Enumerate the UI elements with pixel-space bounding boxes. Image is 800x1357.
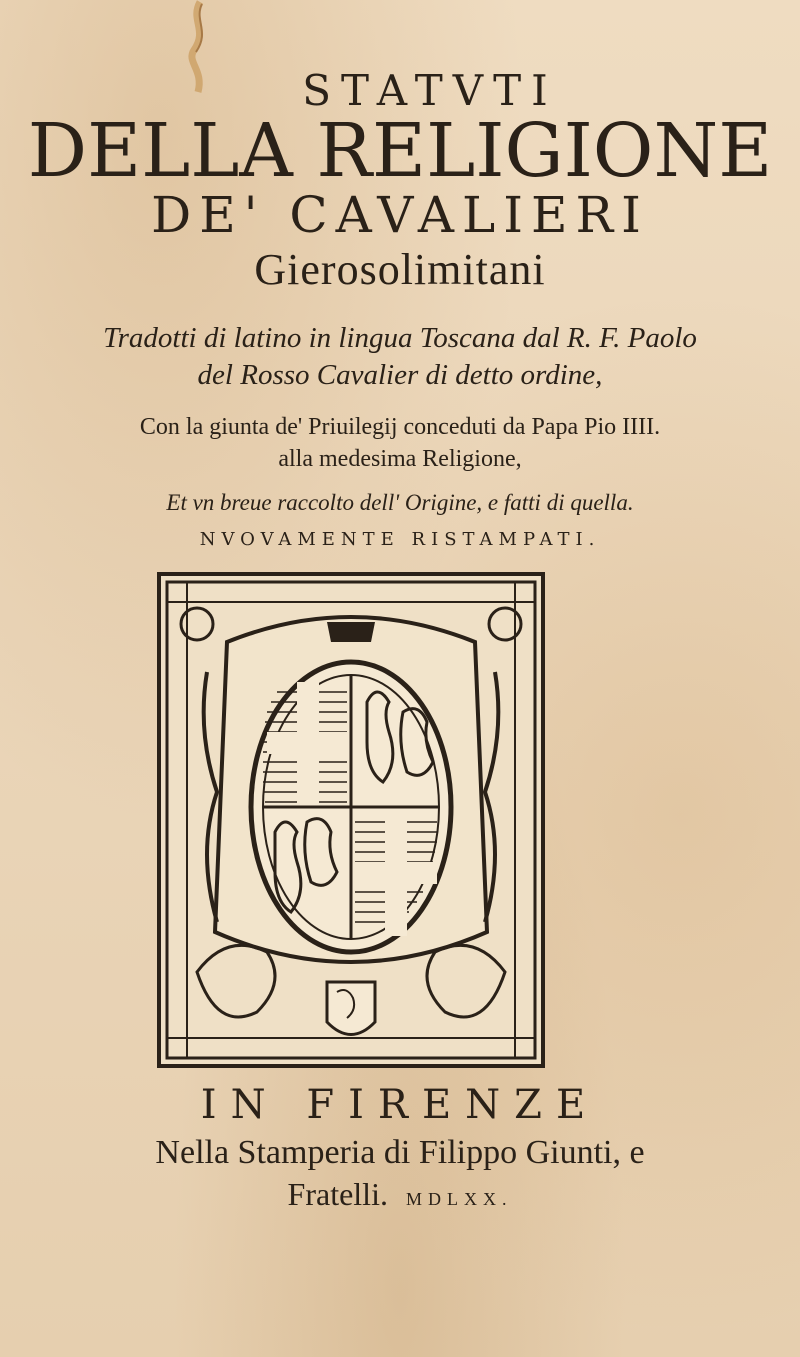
imprint-fratelli: Fratelli. (287, 1176, 388, 1212)
title-de-cavalieri: DE' CAVALIERI (151, 186, 649, 244)
reprinted-line: NVOVAMENTE RISTAMPATI. (199, 529, 601, 550)
title-statuti: STATVTI (302, 66, 558, 115)
title-della-religione: DELLA RELIGIONE (27, 108, 773, 194)
privileges-line-2: alla medesima Religione, (278, 446, 522, 472)
imprint-date-line (0, 1176, 800, 1213)
coat-of-arms-woodcut (157, 572, 545, 1068)
title-gierosolimitani: Gierosolimitani (254, 245, 546, 294)
imprint-city: IN FIRENZE (200, 1082, 600, 1128)
origin-line: Et vn breue raccolto dell' Origine, e fatti di quella. (166, 490, 634, 515)
translator-line-2: del Rosso Cavalier di detto ordine, (197, 359, 603, 391)
privileges-line: Con la giunta de' Priuilegij conceduti da Papa Pio IIII. (139, 414, 661, 440)
imprint-printer: Nella Stamperia di Filippo Giunti, e (155, 1134, 645, 1171)
translator-line: Tradotti di latino in lingua Toscana dal R. F. Paolo (103, 322, 697, 354)
imprint-year: MDLXX. (405, 1189, 513, 1209)
